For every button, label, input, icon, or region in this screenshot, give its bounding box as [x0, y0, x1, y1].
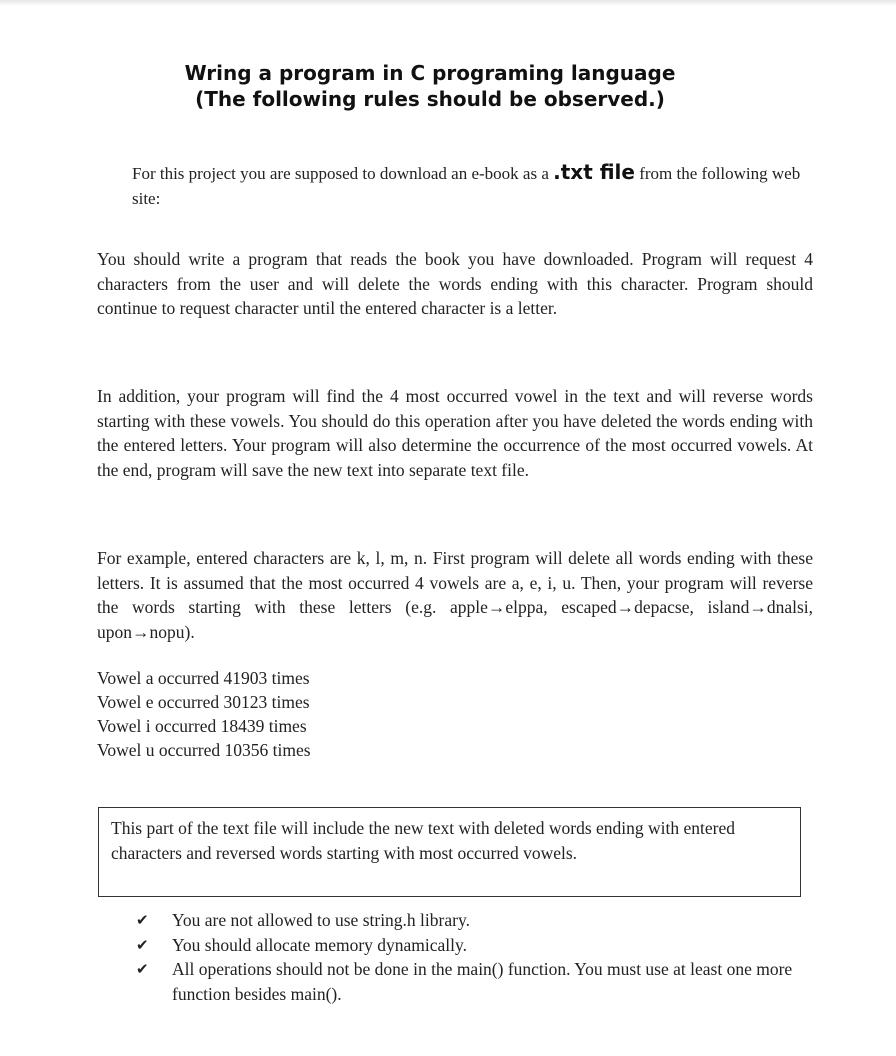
intro-paragraph [132, 160, 812, 211]
paragraph-request-characters: You should write a program that reads the book you have downloaded. Program will request 4 characters from the user and will delete the words ending with this character. Program should continue to request character until the entered character is a letter. [97, 249, 813, 318]
page-title [150, 60, 710, 112]
rule-item [128, 957, 818, 1006]
checkmark-icon: ✔ [136, 911, 149, 929]
rules-list [128, 908, 818, 1006]
rule-item [128, 933, 818, 958]
intro-text-before: For this project you are supposed to download an e-book as a [132, 164, 554, 183]
checkmark-icon: ✔ [136, 960, 149, 978]
title-line-1: Wring a program in C programing language [184, 61, 676, 85]
paragraph-reverse-vowels: In addition, your program will find the 4 most occurred vowel in the text and will reverse words starting with these vowels. You should do this operation after you have deleted the words ending with the entered letters. Your program will also determine the occurrence of the most occurred vowels. At the end, program will save the new text into separate text file. [97, 386, 813, 480]
vowel-counts [97, 666, 311, 762]
top-divider [0, 0, 896, 6]
output-text-box: This part of the text file will include the new text with deleted words ending with entered characters and reversed words starting with most occurred vowels. [98, 807, 801, 897]
title-line-2: (The following rules should be observed.) [195, 87, 665, 111]
vowel-count-line: Vowel a occurred 41903 times [97, 668, 310, 688]
vowel-count-line: Vowel e occurred 30123 times [97, 692, 310, 712]
rule-text: You should allocate memory dynamically. [172, 934, 468, 955]
intro-text-after: from the following web site: [132, 164, 801, 208]
txt-file-emphasis: .txt file [553, 160, 635, 184]
rule-item [128, 908, 818, 933]
checkmark-icon: ✔ [136, 935, 149, 954]
rule-text: You are not allowed to use string.h library. [172, 910, 470, 930]
paragraph-example: For example, entered characters are k, l, m, n. First program will delete all words ending with these letters. It is assumed that the most occurred 4 vowels are a, e, i, u. Then, your program will reverse the words starting with these letters (e.g. apple→elppa, escaped→depacse, island→dnalsi, upon→nopu). [97, 548, 813, 642]
rule-text: All operations should not be done in the main() function. You must use at least one more function besides main(). [172, 959, 793, 1004]
vowel-count-line: Vowel u occurred 10356 times [97, 740, 311, 760]
vowel-count-line: Vowel i occurred 18439 times [97, 716, 307, 736]
